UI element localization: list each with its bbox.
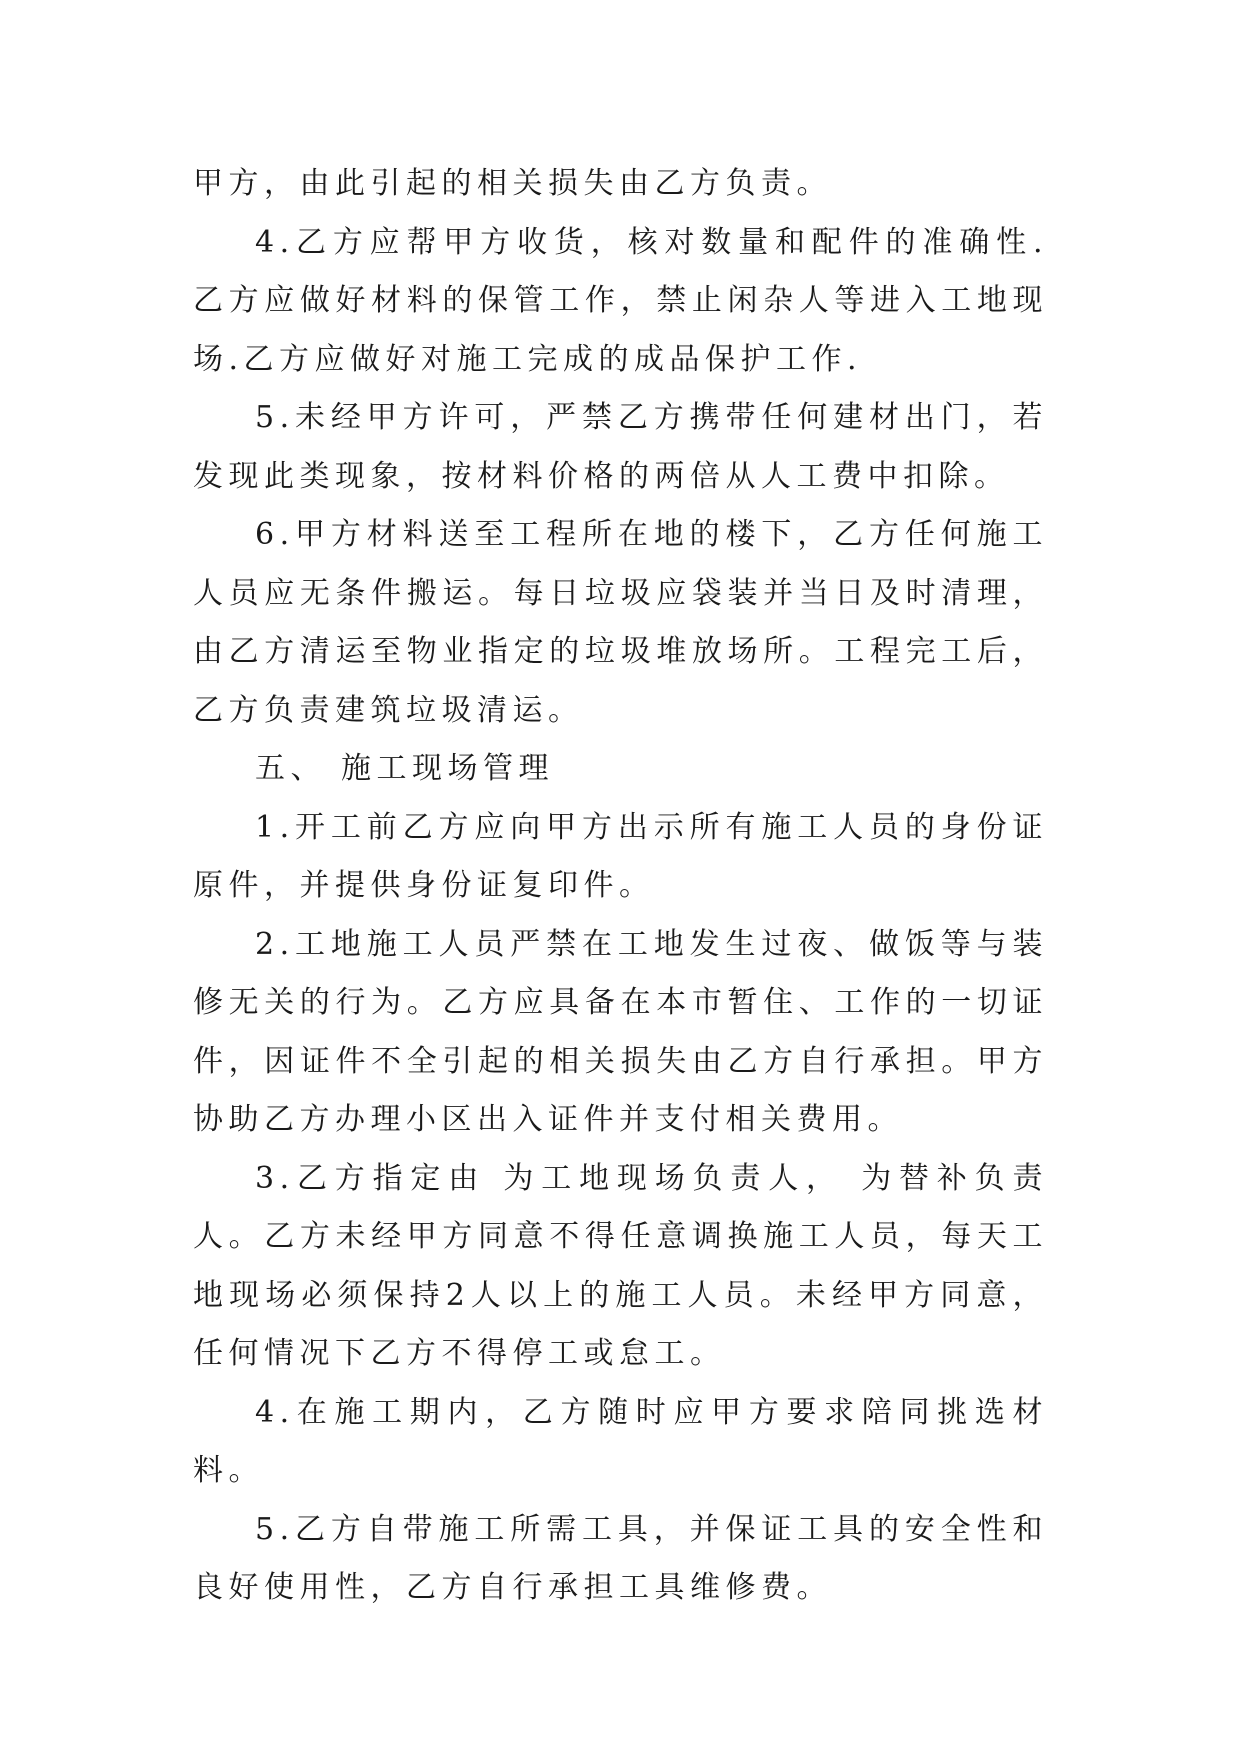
section-heading-site-management: 五、 施工现场管理: [255, 751, 555, 786]
paragraph-item-6-transport: 6.甲方材料送至工程所在地的楼下，乙方任何施工人员应无条件搬运。每日垃圾应袋装并当日及时清理，由乙方清运至物业指定的垃圾堆放场所。工程完工后，乙方负责建筑垃圾清运。: [193, 517, 1048, 728]
paragraph-item-5-materials: 5.未经甲方许可，严禁乙方携带任何建材出门，若发现此类现象，按材料价格的两倍从人工费中扣除。: [193, 400, 1048, 494]
paragraph-loss-responsibility: 甲方，由此引起的相关损失由乙方负责。: [193, 166, 832, 201]
paragraph-site-item-1: 1.开工前乙方应向甲方出示所有施工人员的身份证原件，并提供身份证复印件。: [193, 809, 1048, 903]
paragraph-site-item-5: 5.乙方自带施工所需工具，并保证工具的安全性和良好使用性，乙方自行承担工具维修费。: [193, 1511, 1048, 1605]
paragraph-site-item-3: 3.乙方指定由 为工地现场负责人， 为替补负责人。乙方未经甲方同意不得任意调换施工人员，每天工地现场必须保持2人以上的施工人员。未经甲方同意，任何情况下乙方不得停工或怠工。: [193, 1160, 1048, 1371]
paragraph-site-item-4: 4.在施工期内，乙方随时应甲方要求陪同挑选材料。: [193, 1394, 1048, 1488]
document-body: [193, 155, 1048, 1618]
paragraph-item-4-receiving: 4.乙方应帮甲方收货，核对数量和配件的准确性.乙方应做好材料的保管工作，禁止闲杂人等进入工地现场.乙方应做好对施工完成的成品保护工作.: [193, 224, 1048, 377]
paragraph-site-item-2: 2.工地施工人员严禁在工地发生过夜、做饭等与装修无关的行为。乙方应具备在本市暂住、工作的一切证件，因证件不全引起的相关损失由乙方自行承担。甲方协助乙方办理小区出入证件并支付相关费用。: [193, 926, 1048, 1137]
